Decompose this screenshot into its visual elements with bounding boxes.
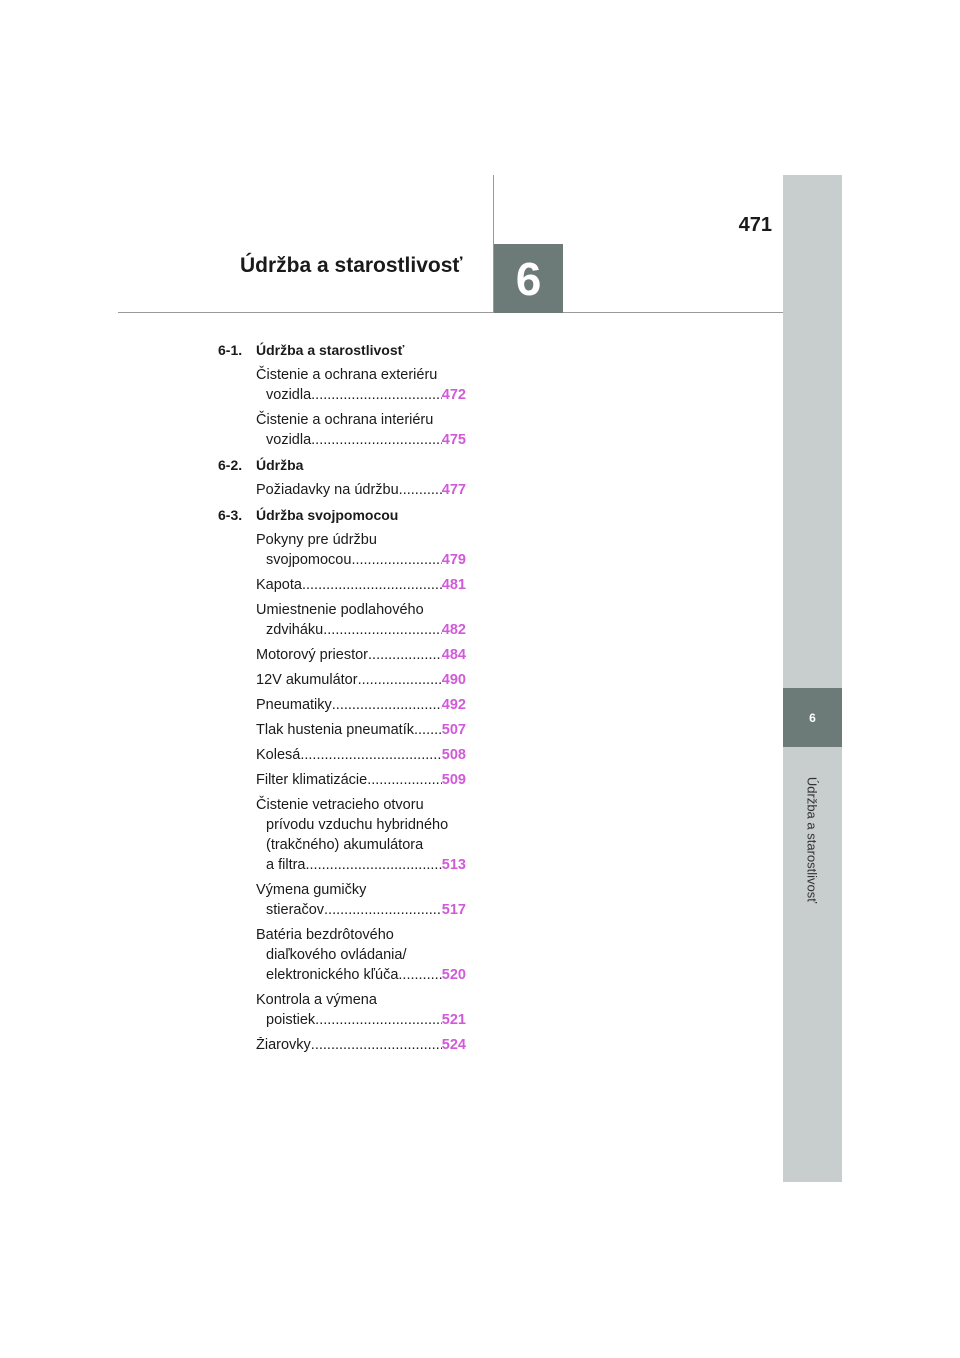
leader-dots xyxy=(358,672,442,688)
toc-entry-row[interactable] xyxy=(256,1037,466,1053)
toc-entry-label: a filtra xyxy=(266,857,306,873)
toc-entry-line: Umiestnenie podlahového xyxy=(256,602,424,618)
toc-entry-line: prívodu vzduchu hybridného xyxy=(266,817,449,833)
toc-entry[interactable] xyxy=(256,1037,466,1053)
chapter-number-box: 6 xyxy=(494,244,563,313)
leader-dots xyxy=(332,697,442,713)
toc-entry-row[interactable] xyxy=(256,647,466,663)
leader-dots xyxy=(315,1012,442,1028)
toc-entry[interactable] xyxy=(256,697,466,713)
toc-entry[interactable] xyxy=(256,722,466,738)
section-title: Údržba a starostlivosť xyxy=(256,342,405,358)
toc-entry-row[interactable] xyxy=(256,722,466,738)
toc-entry-label: Motorový priestor xyxy=(256,647,369,663)
page-link[interactable]: 492 xyxy=(441,697,466,713)
toc-entry-line: (trakčného) akumulátora xyxy=(266,837,424,853)
side-tab-number: 6 xyxy=(783,688,842,747)
leader-dots xyxy=(351,552,441,568)
toc-entry-row[interactable] xyxy=(256,772,466,788)
toc-entry-label: vozidla xyxy=(266,432,312,448)
toc-entry-row[interactable] xyxy=(266,857,466,873)
toc-entry-label: zdviháku xyxy=(266,622,324,638)
toc-entry-row[interactable] xyxy=(256,672,466,688)
toc-entry[interactable] xyxy=(256,672,466,688)
toc-entry-label: Filter klimatizácie xyxy=(256,772,368,788)
toc-entry-label: poistiek xyxy=(266,1012,316,1028)
page-link[interactable]: 477 xyxy=(441,482,466,498)
toc-entry-row[interactable] xyxy=(256,577,466,593)
toc-entry-line: Výmena gumičky xyxy=(256,882,367,898)
leader-dots xyxy=(323,622,442,638)
toc-entry-row[interactable] xyxy=(266,622,466,638)
toc-entry-line: Čistenie vetracieho otvoru xyxy=(256,797,424,813)
toc-entry-line: Kontrola a výmena xyxy=(256,992,377,1008)
toc-entry-label: 12V akumulátor xyxy=(256,672,358,688)
toc-entry-label: Kolesá xyxy=(256,747,301,763)
toc-entry-row[interactable] xyxy=(256,482,466,498)
page-link[interactable]: 520 xyxy=(441,967,466,983)
leader-dots xyxy=(324,902,442,918)
toc-entry-label: stieračov xyxy=(266,902,325,918)
side-tab-label: Údržba a starostlivosť xyxy=(804,776,820,904)
toc-entry-row[interactable] xyxy=(266,967,466,983)
leader-dots xyxy=(302,577,442,593)
toc-entry-row[interactable] xyxy=(266,1012,466,1028)
toc-entry[interactable] xyxy=(256,747,466,763)
toc-entry-line: Čistenie a ochrana exteriéru xyxy=(256,367,438,383)
toc-entry-row[interactable] xyxy=(266,432,466,448)
toc-entry-row[interactable] xyxy=(266,902,466,918)
toc-entry-label: Požiadavky na údržbu xyxy=(256,482,399,498)
toc-entry-line: Čistenie a ochrana interiéru xyxy=(256,412,434,428)
chapter-title: Údržba a starostlivosť xyxy=(240,254,463,277)
page-link[interactable]: 472 xyxy=(441,387,466,403)
toc-entry-label: Pneumatiky xyxy=(256,697,332,713)
header-horizontal-rule xyxy=(118,312,783,313)
toc-entry-label: Žiarovky xyxy=(256,1037,311,1053)
toc-entry[interactable] xyxy=(256,647,466,663)
section-title: Údržba xyxy=(256,457,304,473)
page-link[interactable]: 479 xyxy=(441,552,466,568)
section-title: Údržba svojpomocou xyxy=(256,507,399,523)
toc-entry[interactable] xyxy=(256,772,466,788)
toc-entry-label: Kapota xyxy=(256,577,302,593)
page-link[interactable]: 521 xyxy=(441,1012,466,1028)
toc-entry-row[interactable] xyxy=(266,552,466,568)
page-link[interactable]: 490 xyxy=(441,672,466,688)
section-number: 6-2. xyxy=(218,457,243,473)
page-link[interactable]: 482 xyxy=(441,622,466,638)
leader-dots xyxy=(367,772,442,788)
leader-dots xyxy=(368,647,442,663)
toc-entry[interactable] xyxy=(256,482,466,498)
toc-entry[interactable] xyxy=(266,387,466,403)
leader-dots xyxy=(398,967,441,983)
page-link[interactable]: 524 xyxy=(441,1037,466,1053)
toc-entry-line: Batéria bezdrôtového xyxy=(256,927,394,943)
toc-entry-line: Pokyny pre údržbu xyxy=(256,532,377,548)
toc-entry[interactable] xyxy=(266,1012,466,1028)
page-link[interactable]: 481 xyxy=(441,577,466,593)
toc-entry[interactable] xyxy=(266,432,466,448)
toc-entry-label: vozidla xyxy=(266,387,312,403)
leader-dots xyxy=(306,857,442,873)
leader-dots xyxy=(414,722,442,738)
page-link[interactable]: 509 xyxy=(441,772,466,788)
page-link[interactable]: 517 xyxy=(441,902,466,918)
toc-entry-label: Tlak hustenia pneumatík xyxy=(256,722,414,738)
toc-entry-row[interactable] xyxy=(256,697,466,713)
leader-dots xyxy=(399,482,442,498)
toc-entry-label: elektronického kľúča xyxy=(266,967,399,983)
toc-entry-row[interactable] xyxy=(256,747,466,763)
leader-dots xyxy=(300,747,441,763)
toc-entry[interactable] xyxy=(266,857,466,873)
toc-entry[interactable] xyxy=(266,902,466,918)
page-link[interactable]: 475 xyxy=(441,432,466,448)
leader-dots xyxy=(311,432,442,448)
toc-entry[interactable] xyxy=(266,552,466,568)
toc-entry[interactable] xyxy=(266,967,466,983)
toc-entry-row[interactable] xyxy=(266,387,466,403)
side-tab xyxy=(783,175,842,1182)
page-link[interactable]: 513 xyxy=(441,857,466,873)
toc-entry[interactable] xyxy=(266,622,466,638)
page-link[interactable]: 484 xyxy=(441,647,466,663)
leader-dots xyxy=(311,1037,442,1053)
page-number: 471 xyxy=(738,214,772,236)
toc-entry-label: svojpomocou xyxy=(266,552,352,568)
section-number: 6-3. xyxy=(218,507,243,523)
toc-entry[interactable] xyxy=(256,577,466,593)
leader-dots xyxy=(311,387,442,403)
toc-entry-line: diaľkového ovládania/ xyxy=(266,947,407,963)
page-link[interactable]: 507 xyxy=(441,722,466,738)
page-link[interactable]: 508 xyxy=(441,747,466,763)
section-number: 6-1. xyxy=(218,342,243,358)
